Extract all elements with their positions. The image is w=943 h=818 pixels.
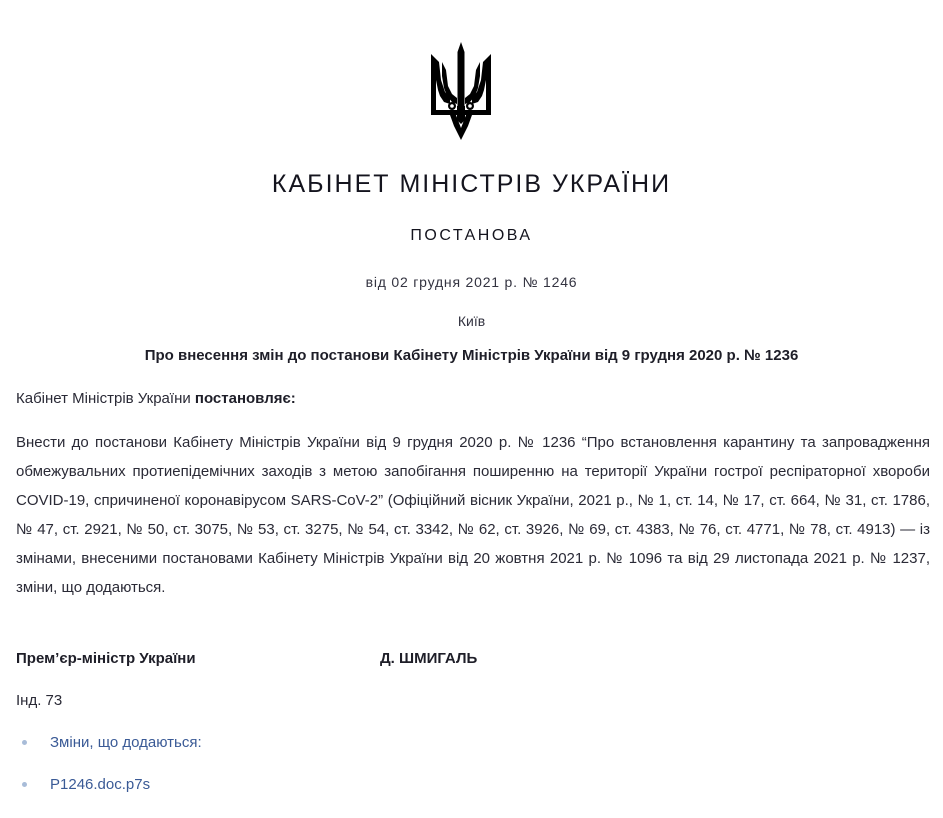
document-type: ПОСТАНОВА: [410, 227, 533, 244]
document-index: Інд. 73: [16, 692, 63, 709]
signatory-name: Д. ШМИГАЛЬ: [380, 650, 478, 667]
ukraine-trident-icon: [428, 40, 494, 144]
document-subject: Про внесення змін до постанови Кабінету Міністрів України від 9 грудня 2020 р. № 1236: [144, 347, 799, 364]
document-date-number: від 02 грудня 2021 р. № 1246: [365, 274, 578, 290]
bullet-icon: [22, 740, 27, 745]
signatory-position: Прем’єр-міністр України: [16, 650, 196, 667]
attachment-link-signature-file[interactable]: P1246.doc.p7s: [50, 776, 151, 793]
organization-title: КАБІНЕТ МІНІСТРІВ УКРАЇНИ: [271, 170, 672, 198]
document-city: Київ: [457, 313, 486, 329]
attachment-link-changes[interactable]: Зміни, що додаються:: [50, 734, 202, 751]
main-paragraph: Внести до постанови Кабінету Міністрів України від 9 грудня 2020 р. № 1236 “Про встановлення карантину та запровадження обмежувальних протиепідемічних заходів з метою запобігання поширенню на території України гострої респіраторної хвороби COVID-19, спричиненої коронавірусом SARS-CoV-2” (Офіційний вісник України, 2021 р., № 1, ст. 14, № 17, ст. 664, № 31, ст. 1786, № 47, ст. 2921, № 50, ст. 3075, № 53, ст. 3275, № 54, ст. 3342, № 62, ст. 3926, № 69, ст. 4383, № 76, ст. 4771, № 78, ст. 4913) — із змінами, внесеними постановами Кабінету Міністрів України від 20 жовтня 2021 р. № 1096 та від 29 листопада 2021 р. № 1237, зміни, що додаються.: [16, 434, 930, 596]
bullet-icon: [22, 782, 27, 787]
signature-block: [16, 650, 616, 667]
preamble-bold: постановляє:: [194, 390, 296, 407]
preamble-text: Кабінет Міністрів України: [16, 390, 195, 407]
preamble: [16, 390, 296, 407]
